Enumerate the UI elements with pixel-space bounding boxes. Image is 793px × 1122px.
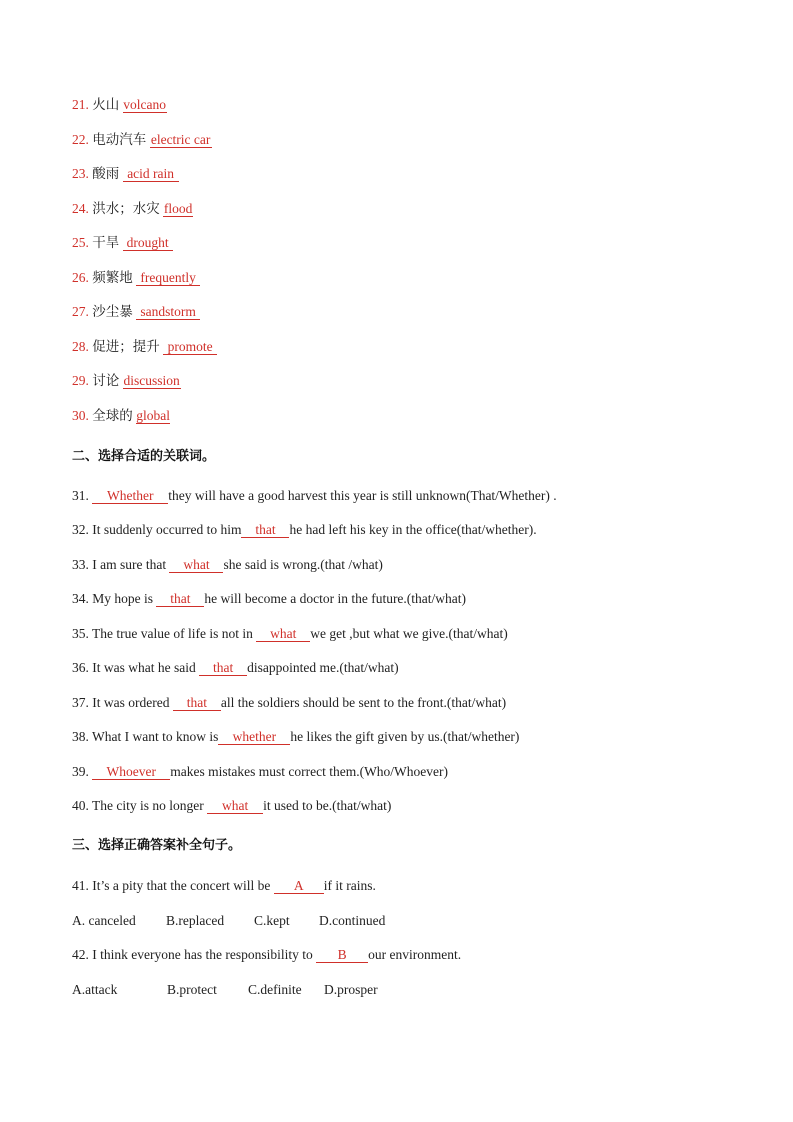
vocab-item-26: [72, 269, 200, 287]
option-d: D.continued: [319, 913, 386, 928]
vocab-answer: flood: [163, 201, 193, 216]
question-41: [72, 877, 376, 895]
question-text: 37. It was ordered: [72, 695, 173, 710]
answer-blank: A: [274, 878, 324, 894]
question-text: 38. What I want to know is: [72, 729, 219, 744]
answer-blank: that: [173, 695, 221, 711]
vocab-answer: electric car: [150, 132, 211, 147]
question-text: it used to be.(that/what): [263, 798, 392, 813]
vocab-chinese: 火山: [92, 97, 120, 112]
vocab-answer: acid rain: [123, 166, 179, 182]
vocab-chinese: 沙尘暴: [92, 304, 133, 319]
question-31: [72, 487, 557, 505]
question-38: [72, 728, 519, 746]
vocab-answer: discussion: [123, 373, 180, 388]
vocab-answer: drought: [123, 235, 173, 251]
question-text: 40. The city is no longer: [72, 798, 208, 813]
question-text: they will have a good harvest this year is still unknown(That/Whether) .: [168, 488, 557, 503]
vocab-number: 21.: [72, 97, 89, 112]
vocab-chinese: 全球的: [92, 408, 133, 423]
question-text: if it rains.: [323, 878, 376, 893]
vocab-chinese: 酸雨: [92, 166, 120, 181]
question-32: [72, 521, 537, 539]
vocab-chinese: 干旱: [92, 235, 120, 250]
option-c: C.definite: [248, 982, 302, 997]
question-text: 39.: [72, 764, 93, 779]
question-text: he had left his key in the office(that/whether).: [289, 522, 537, 537]
vocab-answer: volcano: [123, 97, 166, 112]
question-text: makes mistakes must correct them.(Who/Whoever): [170, 764, 449, 779]
question-text: he will become a doctor in the future.(that/what): [204, 591, 467, 606]
vocab-item-28: [72, 338, 217, 356]
question-40: [72, 797, 391, 815]
question-text: 32. It suddenly occurred to him: [72, 522, 242, 537]
question-text: 31.: [72, 488, 93, 503]
question-text: disappointed me.(that/what): [247, 660, 399, 675]
question-text: he likes the gift given by us.(that/whether): [290, 729, 520, 744]
option-a: A.attack: [72, 982, 118, 997]
vocab-item-27: [72, 303, 200, 321]
answer-blank: that: [156, 591, 204, 607]
option-b: B.protect: [167, 982, 217, 997]
section-heading-3: 三、选择正确答案补全句子。: [72, 838, 242, 853]
vocab-chinese: 讨论: [92, 373, 120, 388]
option-c: C.kept: [254, 913, 290, 928]
vocab-number: 27.: [72, 304, 89, 319]
question-37: [72, 694, 506, 712]
question-text: 41. It’s a pity that the concert will be: [72, 878, 274, 893]
question-text: 42. I think everyone has the responsibility to: [72, 947, 317, 962]
option-d: D.prosper: [324, 982, 378, 997]
answer-blank: what: [256, 626, 310, 642]
question-33: [72, 556, 383, 574]
question-41-options: [72, 912, 385, 930]
answer-blank: what: [207, 798, 263, 814]
question-text: 33. I am sure that: [72, 557, 170, 572]
vocab-item-22: [72, 131, 212, 149]
option-b: B.replaced: [166, 913, 225, 928]
question-text: 34. My hope is: [72, 591, 157, 606]
vocab-chinese: 洪水；水灾: [92, 201, 160, 216]
answer-blank: Whoever: [92, 764, 170, 780]
question-text: she said is wrong.(that /what): [223, 557, 383, 572]
vocab-answer: global: [136, 408, 170, 423]
vocab-chinese: 频繁地: [92, 270, 133, 285]
vocab-item-21: [72, 96, 167, 114]
question-text: 36. It was what he said: [72, 660, 200, 675]
vocab-number: 28.: [72, 339, 89, 354]
vocab-number: 26.: [72, 270, 89, 285]
question-text: we get ,but what we give.(that/what): [310, 626, 508, 641]
question-42-options: [72, 981, 378, 999]
question-39: [72, 763, 448, 781]
answer-blank: that: [199, 660, 247, 676]
question-34: [72, 590, 466, 608]
vocab-item-25: [72, 234, 173, 252]
answer-blank: whether: [218, 729, 290, 745]
vocab-item-23: [72, 165, 179, 183]
question-36: [72, 659, 399, 677]
vocab-number: 25.: [72, 235, 89, 250]
section-heading-2: 二、选择合适的关联词。: [72, 449, 216, 464]
option-a: A. canceled: [72, 913, 136, 928]
vocab-item-30: [72, 407, 170, 425]
question-42: [72, 946, 461, 964]
vocab-answer: promote: [163, 339, 217, 355]
vocab-number: 24.: [72, 201, 89, 216]
vocab-chinese: 电动汽车: [92, 132, 147, 147]
vocab-number: 22.: [72, 132, 89, 147]
vocab-chinese: 促进；提升: [92, 339, 160, 354]
question-35: [72, 625, 508, 643]
vocab-number: 29.: [72, 373, 89, 388]
vocab-answer: sandstorm: [136, 304, 200, 320]
question-text: our environment.: [368, 947, 462, 962]
question-text: all the soldiers should be sent to the front.(that/what): [220, 695, 507, 710]
answer-blank: what: [169, 557, 223, 573]
question-text: 35. The true value of life is not in: [72, 626, 257, 641]
answer-blank: B: [316, 947, 368, 963]
vocab-number: 23.: [72, 166, 89, 181]
vocab-answer: frequently: [136, 270, 200, 286]
answer-blank: that: [241, 522, 289, 538]
vocab-number: 30.: [72, 408, 89, 423]
vocab-item-24: [72, 200, 193, 218]
answer-blank: Whether: [92, 488, 168, 504]
vocab-item-29: [72, 372, 181, 390]
